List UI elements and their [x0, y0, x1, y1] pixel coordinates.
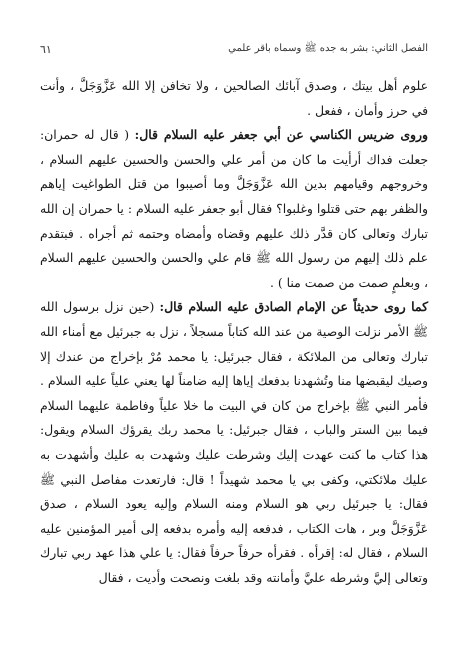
- paragraph-lead: وروى ضريس الكناسي عن أبي جعفر عليه السلام قال:: [134, 127, 428, 143]
- paragraph-text: علوم أهل بيتك ، وصدق آبائك الصالحين ، ولا تخافن إلا الله عَزَّوَجَلَّ ، وأنت في حرز وأمان ، ففعل .: [40, 78, 428, 118]
- body-text: [40, 74, 428, 590]
- paragraph-4: [40, 394, 428, 591]
- paragraph-text: (حين نزل برسول الله ﷺ الأمر نزلت الوصية من عند الله كتاباً مسجلاً ، نزل به جبرئيل مع أمناء الله تبارك وتعالى من الملائكة ، فقال جبرئيل: يا محمد مُرْ بإخراج من عندك إلا وصيك ليقبضها منا وتُشهدنا بدفعك إياها إليه ضامناً لها يعني علياً عليه السلام .: [40, 299, 428, 389]
- page-number: ٦١: [40, 42, 52, 56]
- paragraph-lead: كما روى حديثاً عن الإمام الصادق عليه السلام قال:: [159, 299, 428, 315]
- chapter-title: الفصل الثاني: بشر به جده ﷺ وسماه باقر علمي: [228, 43, 428, 54]
- paragraph-2: [40, 123, 428, 295]
- paragraph-text: ( قال له حمران: جعلت فداك أرأيت ما كان من أمر علي والحسن والحسين عليهم السلام ، وخروجهم وقيامهم بدين الله عَزَّوَجَلَّ وما أصيبوا من قتل الطواغيت إياهم والظفر بهم حتى قتلوا وغلبوا؟ فقال أبو جعفر عليه السلام : يا حمران إن الله تبارك وتعالى كان قدَّر ذلك عليهم وقضاه وأمضاه وحتمه ثم أجراه . فبتقدم علم ذلك إليهم من رسول الله ﷺ قام علي والحسن والحسين عليهم السلام ، وبعلمٍ صمت من صمت منا ) .: [40, 127, 428, 290]
- paragraph-text: فأمر النبي ﷺ بإخراج من كان في البيت ما خلا علياً وفاطمة عليهما السلام فيما بين الستر والباب ، فقال جبرئيل: يا محمد ربك يقرؤك السلام ويقول: هذا كتاب ما كنت عهدت إليك وشرطت عليك وشهدت به عليك وأشهدت به عليك ملائكتي، وكفى بي يا محمد شهيداً ! قال: فارتعدت مفاصل النبي ﷺ فقال: يا جبرئيل ربي هو السلام ومنه السلام وإليه يعود السلام ، صدق عَزَّوَجَلَّ وبر ، هات الكتاب ، فدفعه إليه وأمره بدفعه إلى أمير المؤمنين عليه السلام ، فقال له: إقرأه . فقرأه حرفاً حرفاً فقال: يا علي هذا عهد ربي تبارك وتعالى إليَّ وشرطه عليَّ وأمانته وقد بلغت ونصحت وأديت ، فقال: [40, 397, 429, 585]
- paragraph-3: [40, 295, 428, 393]
- paragraph-1: [40, 74, 428, 123]
- running-header: [40, 40, 428, 58]
